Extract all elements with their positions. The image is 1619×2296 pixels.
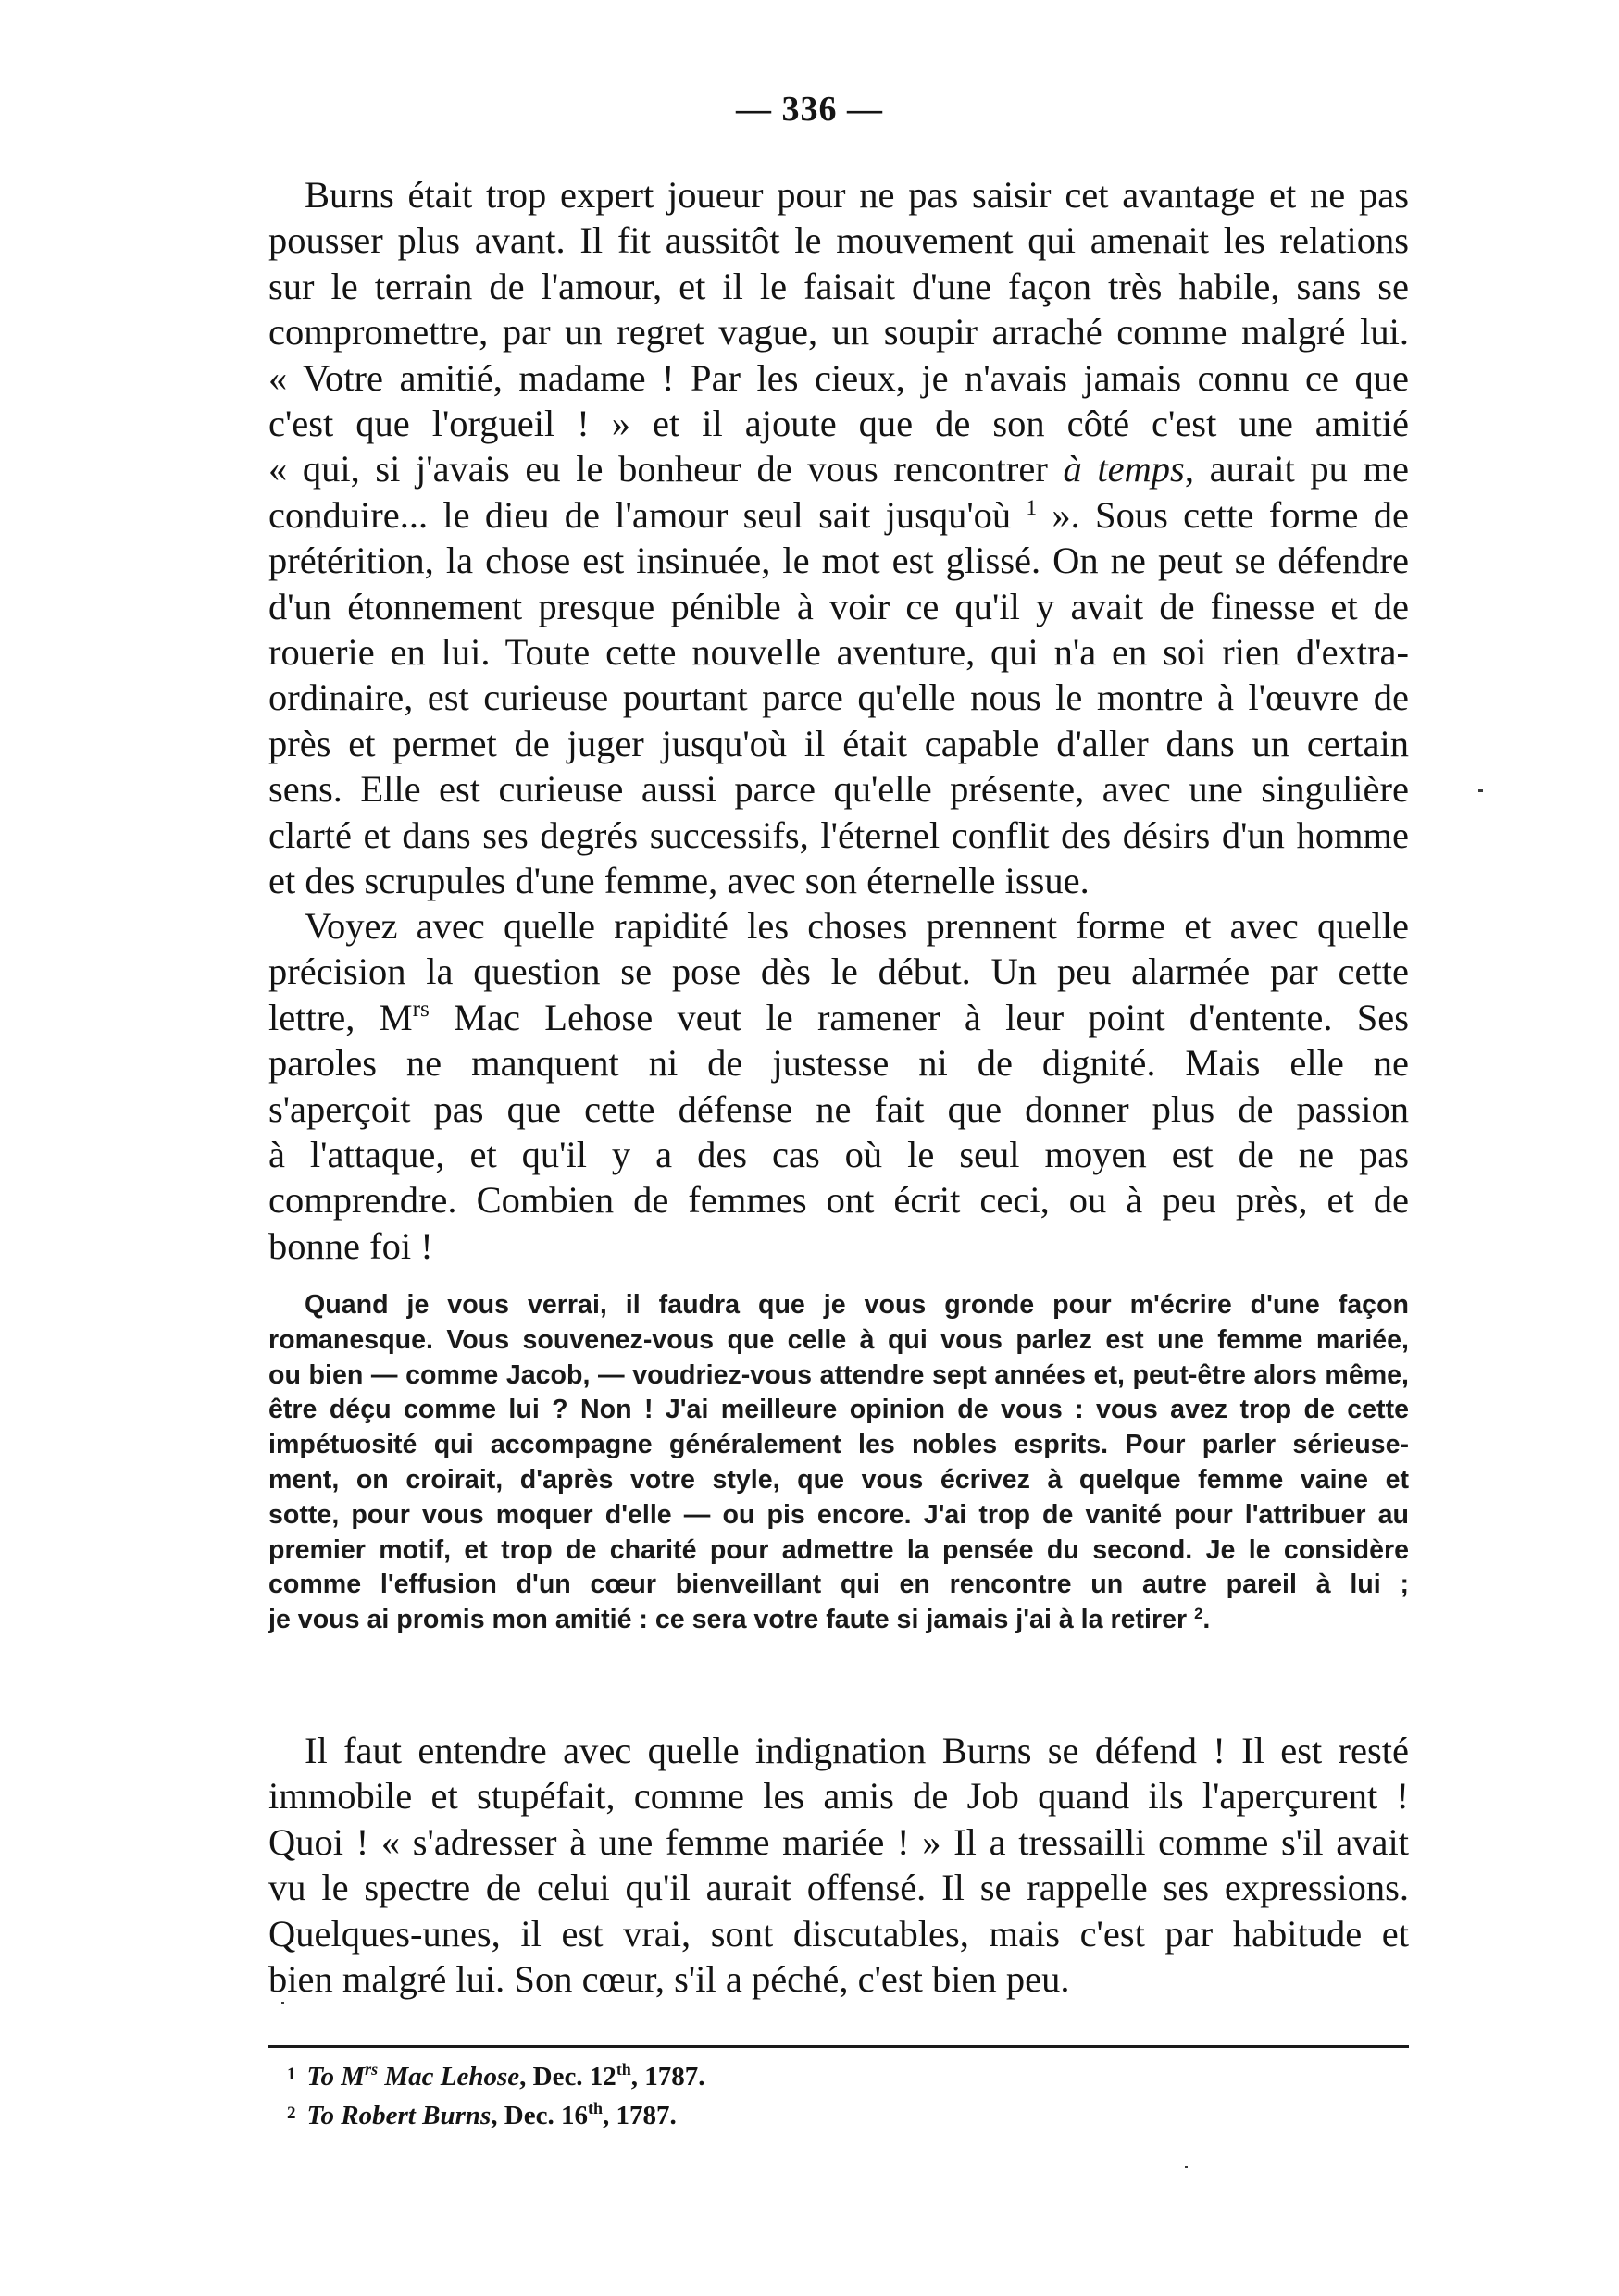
text-line: « Votre amitié, madame ! Par les cieux, je n'avais jamais connu ce que: [268, 356, 1409, 399]
quote-line: romanesque. Vous souvenez-vous que celle à qui vous parlez est une femme mariée,: [268, 1324, 1409, 1355]
text-line: sens. Elle est curieuse aussi parce qu'elle présente, avec une singulière: [268, 768, 1409, 811]
quote-line: impétuosité qui accompagne généralement les nobles esprits. Pour parler sérieuse-: [268, 1430, 1409, 1460]
text-run: je vous ai promis mon amitié : ce sera votre faute si jamais j'ai à la retirer: [268, 1605, 1195, 1635]
text-line: vu le spectre de celui qu'il aurait offensé. Il se rappelle ses expressions.: [268, 1867, 1409, 1909]
quote-line: ou bien — comme Jacob, — voudriez-vous attendre sept années et, peut-être alors même,: [268, 1359, 1409, 1390]
text-line: à l'attaque, et qu'il y a des cas où le seul moyen est de ne pas: [268, 1134, 1409, 1176]
quote-line: sotte, pour vous moquer d'elle — ou pis encore. J'ai trop de vanité pour l'attribuer au: [268, 1499, 1409, 1530]
text-run: Mac Lehose veut le ramener à leur point d'entente. Ses: [429, 996, 1409, 1038]
text-line: s'aperçoit pas que cette défense ne fait que donner plus de passion: [268, 1087, 1409, 1130]
quote-line: premier motif, et trop de charité pour admettre la pensée du second. Je le considère: [268, 1534, 1409, 1565]
paragraph-1: [268, 172, 1409, 904]
superscript: rs: [365, 2060, 379, 2079]
page-number: — 336 —: [736, 90, 883, 129]
text-line: Quelques-unes, il est vrai, sont discutables, mais c'est par habitude et: [268, 1912, 1409, 1955]
text-run: « qui, si j'avais eu le bonheur de vous rencontrer: [268, 448, 1064, 490]
text-line: Burns était trop expert joueur pour ne pas saisir cet avantage et ne pas: [305, 174, 1409, 216]
text-line: compromettre, par un regret vague, un soupir arraché comme malgré lui.: [268, 311, 1409, 354]
italic-phrase: à temps: [1063, 448, 1185, 490]
quote-line: ment, on croirait, d'après votre style, que vous écrivez à quelque femme vaine et: [268, 1464, 1409, 1495]
text-line: [268, 492, 1409, 538]
footnote-date: , 1787.: [630, 2062, 705, 2091]
text-run: ». Sous cette forme de: [1037, 493, 1409, 536]
text-line: c'est que l'orgueil ! » et il ajoute que de son côté c'est une amitié: [268, 403, 1409, 445]
text-run: To M: [306, 2062, 366, 2091]
text-run: lettre, M: [268, 996, 413, 1038]
print-speck: [1478, 789, 1483, 792]
text-line: paroles ne manquent ni de justesse ni de dignité. Mais elle ne: [268, 1042, 1409, 1085]
text-line: [268, 995, 1409, 1040]
superscript: rs: [412, 996, 430, 1022]
text-run: .: [1202, 1605, 1211, 1635]
footnote-2: [287, 2095, 1120, 2134]
text-line: et des scrupules d'une femme, avec son éternelle issue.: [268, 860, 1090, 902]
quoted-letter: [268, 1288, 1409, 1638]
print-speck: [1185, 2166, 1188, 2168]
paragraph-3: [268, 1728, 1409, 2002]
footnote-divider: [268, 2045, 1409, 2048]
footnote-date: , Dec. 16: [491, 2101, 588, 2130]
text-line: Quoi ! « s'adresser à une femme mariée ! » Il a tressailli comme s'il avait: [268, 1820, 1409, 1863]
text-line: précision la question se pose dès le début. Un peu alarmée par cette: [268, 950, 1409, 993]
quote-line: Quand je vous verrai, il faudra que je vous gronde pour m'écrire d'une façon: [305, 1290, 1409, 1320]
footnotes: [287, 2056, 1120, 2134]
footnote-reference[interactable]: 2: [1194, 1605, 1203, 1623]
footnote-title: To Robert Burns: [306, 2101, 492, 2130]
text-line: comprendre. Combien de femmes ont écrit ceci, ou à peu près, et de: [268, 1179, 1409, 1222]
text-line: rouerie en lui. Toute cette nouvelle aventure, qui n'a en soi rien d'extra-: [268, 631, 1409, 674]
footnote-reference[interactable]: 1: [1026, 495, 1038, 520]
footnote-title: [307, 2062, 520, 2091]
text-line: sur le terrain de l'amour, et il le faisait d'une façon très habile, sans se: [268, 265, 1409, 307]
quote-line: [268, 1603, 1409, 1638]
print-speck: [281, 2002, 284, 2004]
footnote-date: , Dec. 12: [519, 2062, 616, 2091]
text-line: bien malgré lui. Son cœur, s'il a péché, c'est bien peu.: [268, 1958, 1070, 2001]
text-line: d'un étonnement presque pénible à voir ce qu'il y avait de finesse et de: [268, 585, 1409, 627]
quote-line: être déçu comme lui ? Non ! J'ai meilleure opinion de vous : vous avez trop de cette: [268, 1395, 1409, 1425]
text-line: Il faut entendre avec quelle indignation Burns se défend ! Il est resté: [305, 1730, 1409, 1771]
text-line: clarté et dans ses degrés successifs, l'éternel conflit des désirs d'un homme: [268, 813, 1409, 856]
footnote-mark: 2: [287, 2104, 296, 2123]
text-line: [268, 446, 1409, 491]
paragraph-2: [268, 903, 1409, 1269]
text-line: bonne foi !: [268, 1224, 433, 1267]
text-line: prétérition, la chose est insinuée, le mot est glissé. On ne peut se défendre: [268, 540, 1409, 582]
footnote-1: [287, 2056, 1120, 2095]
superscript: th: [587, 2099, 603, 2118]
text-line: ordinaire, est curieuse pourtant parce qu'elle nous le montre à l'œuvre de: [268, 676, 1409, 719]
text-line: près et permet de juger jusqu'où il était capable d'aller dans un certain: [268, 722, 1409, 764]
text-run: conduire... le dieu de l'amour seul sait jusqu'où: [268, 493, 1027, 536]
footnote-mark: 1: [287, 2065, 296, 2084]
quote-line: comme l'effusion d'un cœur bienveillant qui en rencontre un autre pareil à lui ;: [268, 1570, 1409, 1600]
text-line: Voyez avec quelle rapidité les choses prennent forme et avec quelle: [305, 905, 1409, 947]
text-line: pousser plus avant. Il fit aussitôt le mouvement qui amenait les relations: [268, 219, 1409, 262]
superscript: th: [616, 2060, 631, 2079]
text-run: Mac Lehose: [378, 2062, 520, 2091]
text-line: immobile et stupéfait, comme les amis de Job quand ils l'aperçurent !: [268, 1775, 1409, 1818]
footnote-date: , 1787.: [602, 2101, 677, 2130]
text-run: , aurait pu me: [1184, 448, 1409, 490]
